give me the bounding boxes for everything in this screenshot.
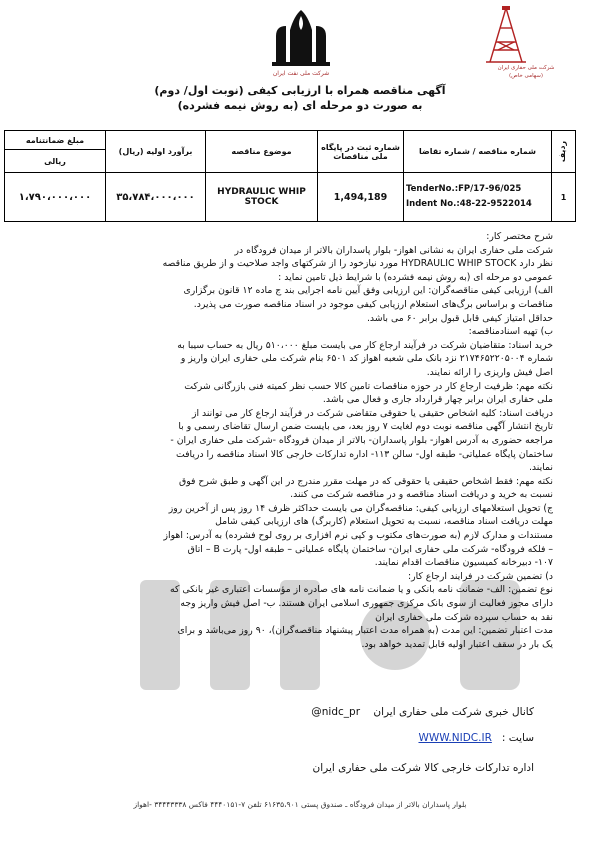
- col-subject-header: موضوع مناقصه: [206, 131, 318, 173]
- site-line: [54, 732, 534, 744]
- body-line: – فلکه فرودگاه- شرکت ملی حفاری ایران- ساختمان پایگاه عملیاتی – طبقه اول- پارت B – اتاق: [187, 543, 553, 555]
- body-line: شماره ۲۱۷۴۶۵۲۲۰۵۰۰۴ نزد بانک ملی شعبه اهواز کد ۶۵۰۱ بنام شرکت ملی حفاری ایران واریز و: [180, 353, 553, 365]
- table-row: [5, 173, 576, 222]
- title-line-2: به صورت دو مرحله ای (به روش نیمه فشرده): [177, 99, 423, 112]
- title-line-1: آگهی مناقصه همراه با ارزیابی کیفی (نوبت اول/ دوم): [154, 84, 446, 97]
- body-line: ملی حفاری ایران برابر چهار قرارداد جاری و فعال می باشد.: [322, 394, 553, 406]
- body-line: مستندات و مدارک لازم (به صورت‌های مکتوب و کپی نرم افزاری بر روی لوح فشرده) به آدرس: اهواز: [163, 530, 553, 542]
- body-line: مهلت دریافت اسناد مناقصه، نسبت به تحویل استعلام (کاربرگ) های ارزیابی کیفی شامل: [215, 516, 553, 528]
- col-estimate-header: برآورد اولیه (ریال): [106, 131, 206, 173]
- col-guarantee-unit: ریالی: [5, 150, 106, 173]
- body-line: نقد به حساب سپرده شرکت ملی حفاری ایران: [375, 611, 553, 623]
- cell-tender-no: [404, 173, 552, 222]
- body-line: اصل فیش واریزی را ارائه نمایند.: [426, 366, 553, 378]
- body-line: نوع تضمین: الف- ضمانت نامه بانکی و یا ضمانت نامه های صادره از مؤسسات اعتباری غیر بانکی که: [169, 584, 553, 596]
- site-url-link[interactable]: WWW.NIDC.IR: [418, 732, 492, 744]
- cell-row-number: 1: [552, 173, 576, 222]
- notice-title: [120, 83, 480, 113]
- company-left-label: شرکت ملی حفاری ایران: [497, 65, 555, 71]
- indent-no-text: Indent No.:48-22-9522014: [406, 199, 532, 209]
- table-header-row: [5, 131, 576, 150]
- channel-line: [54, 706, 534, 718]
- company-left-sub-label: (سهامی خاص): [508, 73, 544, 79]
- body-line: مدت اعتبار تضمین: این مدت (به همراه مدت اعتبار پیشنهاد مناقصه‌گران)، ۹۰ روز می‌باشد و برای: [177, 625, 553, 637]
- body-line: الف) ارزیابی کیفی مناقصه‌گران: این ارزیابی وفق آیین نامه اجرایی بند ج ماده ۱۲ قانون برگزاری: [183, 285, 553, 297]
- body-line: مراجعه حضوری به آدرس اهواز- بلوار پاسداران- بالاتر از میدان فرودگاه -شرکت ملی حفاری ایران -: [170, 434, 553, 446]
- channel-handle-link[interactable]: @nidc_pr: [311, 706, 361, 718]
- col-row-header: ردیف: [552, 131, 576, 173]
- body-line: خرید اسناد: متقاضیان شرکت در فرآیند ارجاع کار می بایست مبلغ ۵۱۰،۰۰۰ ریال به حساب سیبا به: [177, 339, 553, 351]
- body-line: حداقل امتیاز کیفی قابل قبول برابر ۶۰ می باشد.: [366, 312, 553, 324]
- body-line: عمومی دو مرحله ای (به روش نیمه فشرده) با شرایط ذیل تامین نماید :: [278, 271, 553, 283]
- company-right-name: شرکت ملی نفت ایران: [272, 70, 330, 77]
- body-line: نسبت به خرید و دریافت اسناد مناقصه و در مناقصه شرکت می کنند.: [290, 489, 553, 501]
- body-line: نکته مهم: ظرفیت ارجاع کار در حوزه مناقصات تامین کالا حسب نظر کمیته فنی بازرگانی شرکت: [184, 380, 553, 392]
- body-line: تاریخ انتشار آگهی مناقصه نوبت دوم لغایت ۷ روز بعد، می بایست ضمن ارسال تقاضای رسمی و با: [178, 421, 553, 433]
- nioc-logo-icon: [268, 6, 334, 68]
- cell-subject: HYDRAULIC WHIP STOCK: [206, 173, 318, 222]
- footer-address: بلوار پاسداران بالاتر از میدان فرودگاه ـ صندوق پستی ۶۱۶۳۵،۹۰۱ تلفن ۷-۴۴۴۰۱۵۱ فاکس ۳۴۴۴۳۳۳۸ -اهواز: [133, 800, 467, 809]
- body-line: نظر دارد HYDRAULIC WHIP STOCK مورد نیازخود را از شرکتهای واجد صلاحیت و از طریق مناقصه: [162, 258, 553, 270]
- body-line: شرکت ملی حفاری ایران به نشانی اهواز- بلوار پاسداران بالاتر از میدان فرودگاه در: [234, 244, 553, 256]
- department-line: اداره تدارکات خارجی کالا شرکت ملی حفاری ایران: [312, 762, 534, 774]
- site-label: سایت :: [501, 732, 534, 744]
- body-line: یک بار در سقف اعتبار اولیه قابل تمدید خواهد بود.: [361, 638, 553, 650]
- body-line: ۱۰۷- دبیرخانه کمیسیون مناقصات اقدام نمایند.: [374, 557, 553, 569]
- summary-heading: شرح مختصر کار:: [486, 231, 553, 242]
- channel-label: کانال خبری شرکت ملی حفاری ایران: [373, 706, 534, 718]
- cell-guarantee: ۱،۷۹۰،۰۰۰،۰۰۰: [5, 173, 106, 222]
- cell-registry: 1,494,189: [318, 173, 404, 222]
- tender-no-text: TenderNo.:FP/17-96/025: [406, 184, 522, 194]
- body-line: نکته مهم: فقط اشخاص حقیقی یا حقوقی که در مهلت مقرر مندرج در این آگهی و طبق شرح فوق: [179, 475, 553, 487]
- notice-body: [30, 230, 553, 651]
- body-line: مناقصات و براساس برگ‌های استعلام ارزیابی کیفی موجود در اسناد مناقصه صورت می پذیرد.: [193, 298, 553, 310]
- body-line: ساختمان پایگاه عملیاتی- طبقه اول- سالن ۱۱۳- اداره تدارکات خارجی کالا اسناد مناقصه را دریافت: [175, 448, 553, 460]
- col-guarantee-header: مبلغ ضمانتنامه: [5, 131, 106, 150]
- body-line: ب) تهیه اسنادمناقصه:: [468, 326, 553, 338]
- drilling-rig-logo-icon: [476, 6, 536, 66]
- col-registry-header: شماره ثبت در پایگاه ملی مناقصات: [318, 131, 404, 173]
- body-line: دریافت اسناد: کلیه اشخاص حقیقی یا حقوقی متقاضی شرکت در فرآیند ارجاع کار می توانند از: [191, 407, 553, 419]
- body-line: نمایند.: [528, 462, 553, 474]
- body-line: ج) تحویل استعلامهای ارزیابی کیفی: مناقصه‌گران می بایست حداکثر ظرف ۱۴ روز پس از آخرین روز: [168, 502, 553, 514]
- body-line: دارای مجوز فعالیت از سوی بانک مرکزی جمهوری اسلامی ایران هستند. ب- اصل فیش واریز وجه: [180, 598, 553, 610]
- company-left-name: [466, 64, 586, 80]
- body-line: د) تضمین شرکت در فرایند ارجاع کار:: [407, 570, 553, 582]
- col-tender-no-header: شماره مناقصه / شماره تقاضا: [404, 131, 552, 173]
- cell-estimate: ۳۵،۷۸۴،۰۰۰،۰۰۰: [106, 173, 206, 222]
- tender-table: [4, 130, 576, 222]
